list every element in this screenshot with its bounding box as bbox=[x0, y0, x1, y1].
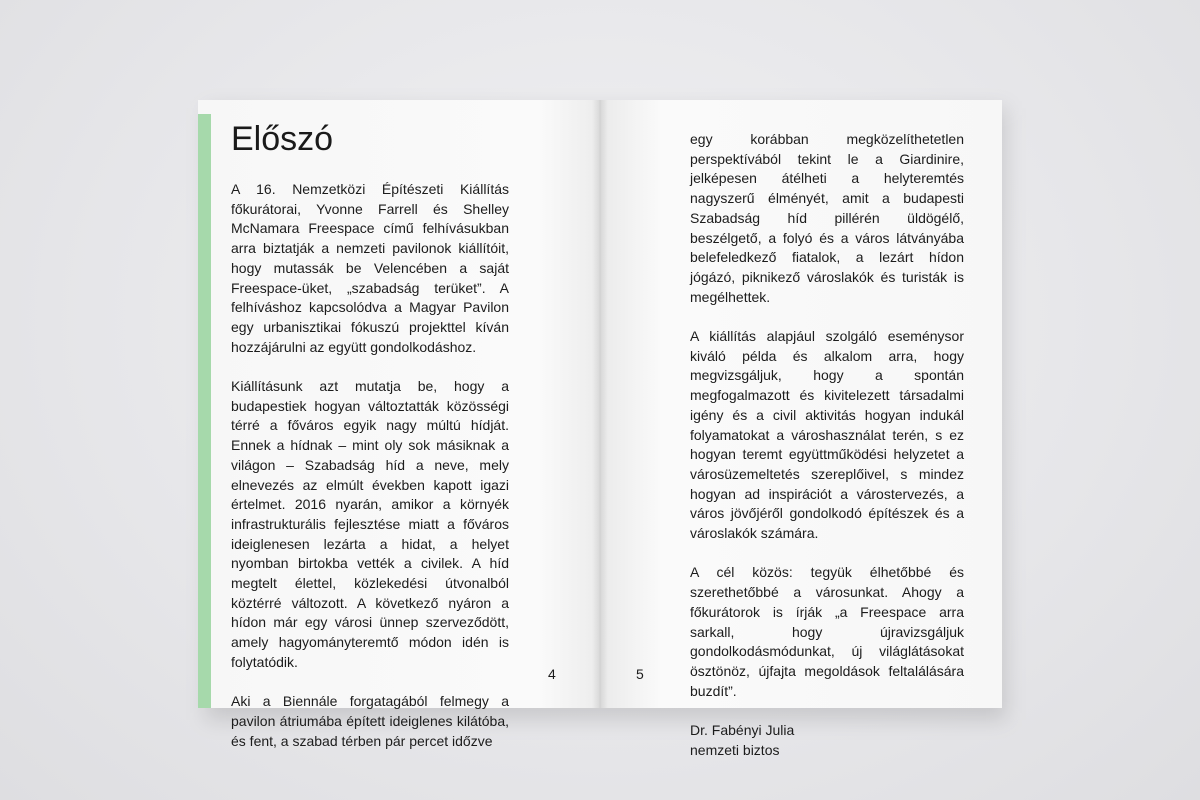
paragraph: Aki a Biennále forgatagából felmegy a pavilon átriumába épített ideiglenes kilátóba, és fent, a szabad térben pár percet időzve bbox=[231, 693, 509, 749]
page-title: Előszó bbox=[231, 120, 334, 158]
paragraph: A 16. Nemzetközi Építészeti Kiállítás főkurátorai, Yvonne Farrell és Shelley McNamara Freespace című felhívásukban arra biztatják a nemzeti pavilonok kiállítóit, hogy mutassák be Velencében a saját Freespace-üket, „szabadság terüket”. A felhíváshoz kapcsolódva a Magyar Pavilon egy urbanisztikai fókuszú projekttel kíván hozzájárulni az együtt gondolkodáshoz. bbox=[231, 181, 509, 355]
paragraph: A kiállítás alapjául szolgáló eseménysor kiváló példa és alkalom arra, hogy megvizsgáljuk, hogy a spontán megfogalmazott és kivitelezett társadalmi igény és a civil aktivitás hogyan indukál folyamatokat a városhasználat terén, s ez hogyan teremt együttműködési helyzetet a városüzemeltetés szereplőivel, s mindez hogyan ad inspirációt a várostervezés, a város jövőjéről gondolkodó építészek és a városlakók számára. bbox=[690, 328, 964, 542]
left-page bbox=[198, 100, 600, 749]
book-spine bbox=[592, 100, 608, 708]
paragraph: egy korábban megközelíthetetlen perspektívából tekint le a Giardinire, jelképesen átélheti a helyteremtés nagyszerű élményét, amit a budapesti Szabadság híd pillérén üldögélő, beszélgető, a folyó és a város látványába belefeledkező fiatalok, a lezárt hídon jógázó, piknikező városlakók és turisták is megélhettek. bbox=[690, 131, 964, 305]
right-page-text bbox=[690, 130, 964, 760]
left-page-text bbox=[231, 180, 509, 771]
paragraph: Kiállításunk azt mutatja be, hogy a budapestiek hogyan változtatták közösségi térré a főváros egyik nagy múltú hídját. Ennek a hídnak – mint oly sok másiknak a világon – Szabadság híd a neve, mely elnevezés az elmúlt években kapott igazi értelmet. 2016 nyarán, amikor a környék infrastrukturális fejlesztése miatt a főváros ideiglenesen lezárta a hidat, a helyet nyomban birtokba vették a civilek. A híd megtelt élettel, közlekedési útvonalból köztérré változott. A következő nyáron a hídon már egy városi ünnep szerveződött, amely hagyományteremtő módon idén is folytatódik. bbox=[231, 378, 509, 670]
paragraph: A cél közös: tegyük élhetőbbé és szerethetőbbé a városunkat. Ahogy a főkurátorok is írják „a Freespace arra sarkall, hogy újravizsgáljuk gondolkodásmódunkat, új világlátásokat ösztönöz, újfajta megoldások feltalálására buzdít”. bbox=[690, 564, 964, 699]
signature-name: Dr. Fabényi Julia bbox=[690, 722, 795, 739]
page-number: 5 bbox=[636, 666, 644, 682]
accent-band bbox=[198, 114, 211, 708]
page-number: 4 bbox=[548, 666, 556, 682]
signature-title: nemzeti biztos bbox=[690, 741, 780, 758]
right-page bbox=[600, 100, 1002, 758]
